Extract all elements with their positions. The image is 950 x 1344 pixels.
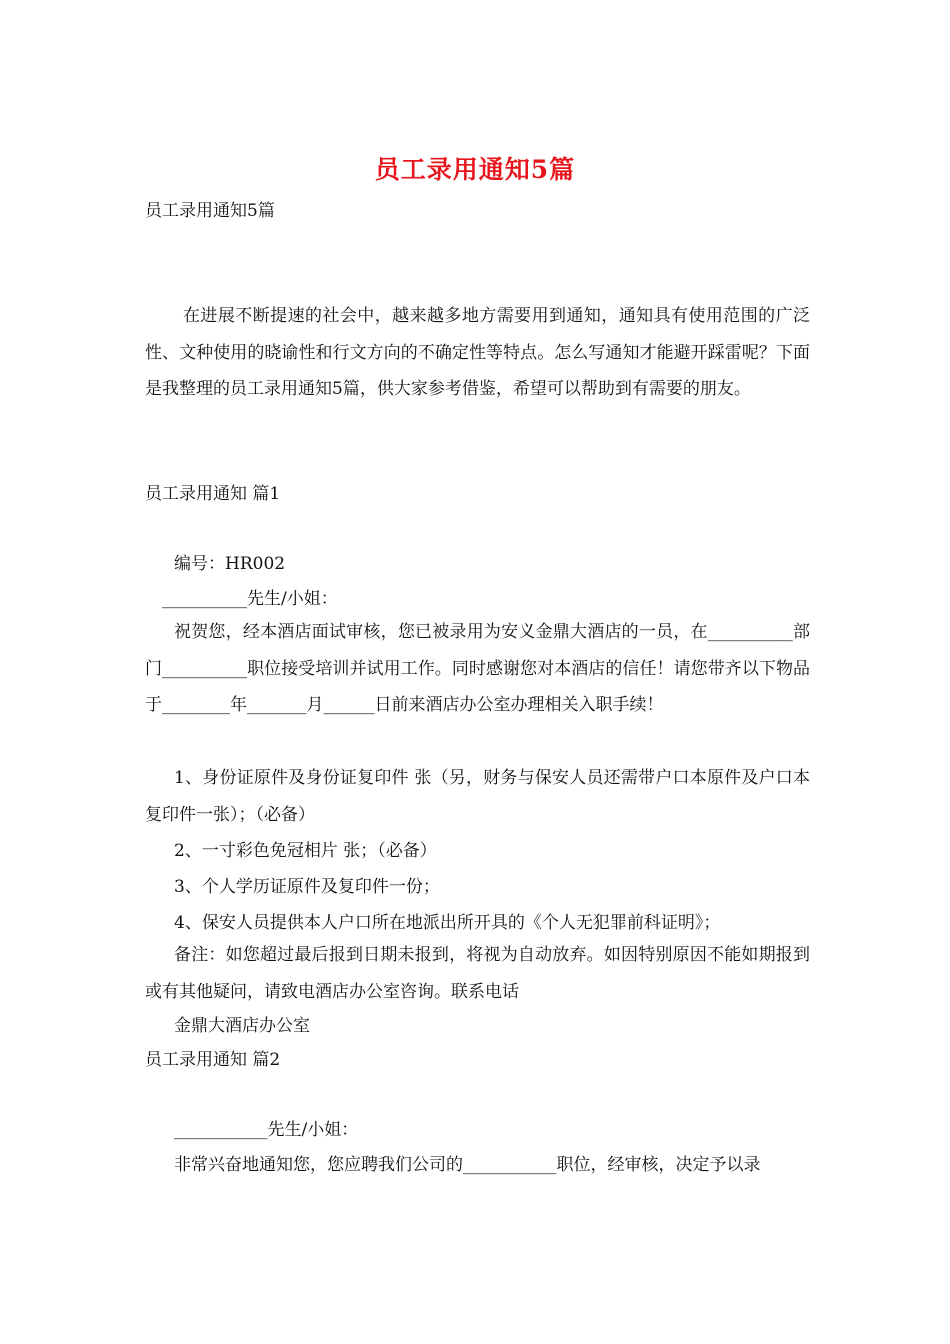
section2-body: 非常兴奋地通知您，您应聘我们公司的___________职位，经审核，决定予以录: [174, 1155, 761, 1175]
section1-item2: 2、一寸彩色免冠相片 张；（必备）: [174, 841, 437, 861]
document-title: 员工录用通知5篇: [374, 155, 576, 184]
section1-item1: 1、身份证原件及身份证复印件 张（另，财务与保安人员还需带户口本原件及户口本复印件一张）；（必备）: [145, 768, 810, 825]
section1-signature: 金鼎大酒店办公室: [174, 1016, 310, 1036]
section1-note: 备注：如您超过最后报到日期未报到，将视为自动放弃。如因特别原因不能如期报到或有其他疑问，请致电酒店办公室咨询。联系电话: [145, 945, 810, 1002]
section2-salutation: ___________先生/小姐：: [174, 1120, 359, 1140]
section1-item4: 4、保安人员提供本人户口所在地派出所开具的《个人无犯罪前科证明》；: [174, 913, 721, 933]
section1-number: 编号：HR002: [174, 554, 286, 574]
document-subtitle: 员工录用通知5篇: [145, 201, 275, 221]
section1-body: 祝贺您，经本酒店面试审核，您已被录用为安义金鼎大酒店的一员，在__________部门__________职位接受培训并试用工作。同时感谢您对本酒店的信任！请您带齐以下物品于________年_______月______日前来酒店办公室办理相关入职手续！: [145, 622, 810, 715]
intro-paragraph: 在进展不断提速的社会中，越来越多地方需要用到通知，通知具有使用范围的广泛性、文种使用的晓谕性和行文方向的不确定性等特点。怎么写通知才能避开踩雷呢？下面是我整理的员工录用通知5篇，供大家参考借鉴，希望可以帮助到有需要的朋友。: [145, 306, 810, 399]
section1-salutation: __________先生/小姐：: [162, 589, 338, 609]
section1-item3: 3、个人学历证原件及复印件一份；: [174, 877, 440, 897]
section2-heading: 员工录用通知 篇2: [145, 1050, 281, 1070]
section1-heading: 员工录用通知 篇1: [145, 484, 281, 504]
